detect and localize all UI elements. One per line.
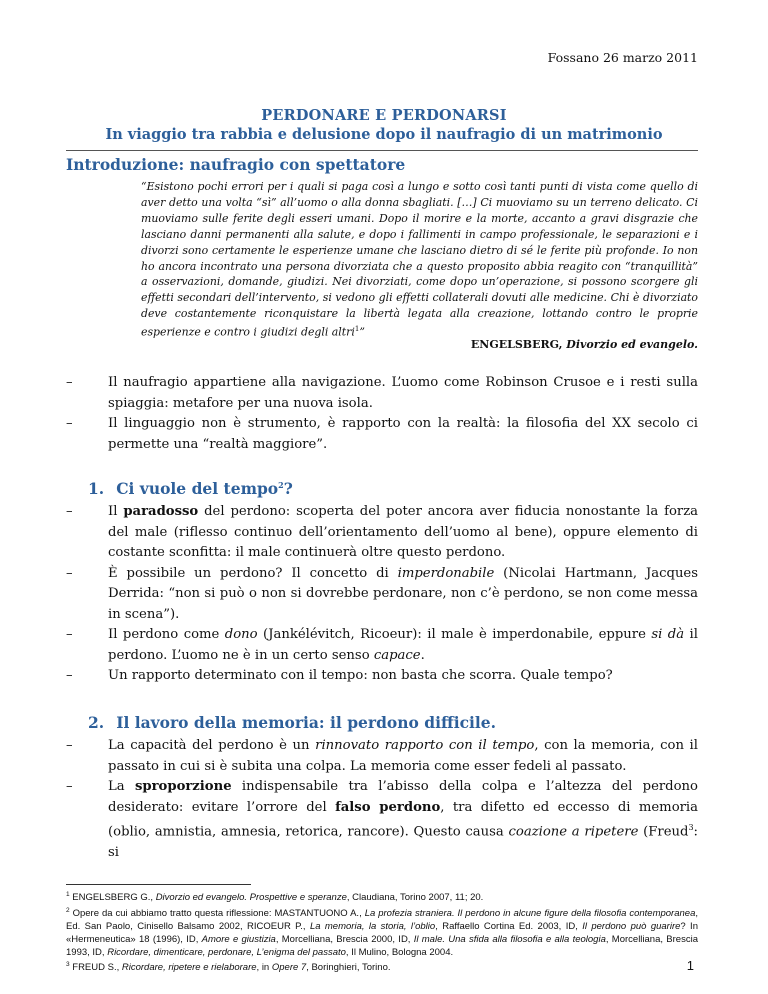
title-divider xyxy=(66,150,698,151)
quote-text: “Esistono pochi errori per i quali si paga così a lungo e sotto così tanti punti di vista come quello di aver detto una volta “sì” all’uomo o alla donna sbagliati. […] Ci muoviamo su un terreno delicato. Ci muoviamo sulle ferite degli esseri umani. Dopo il morire e la morte, accanto a gravi disgrazie che lasciano danni permanenti alla salute, e dopo i fallimenti in campo professionale, le separazioni e i divorzi sono certamente le esperienze umane che lasciano dietro di sé le ferite più profonde. Io non ho ancora incontrato una persona divorziata che a questo proposito abbia reagito con “tranquillità” a osservazioni, domande, giudizi. Nei divorziati, come dopo un’operazione, si possono scorgere gli effetti secondari dell’intervento, si vedono gli effetti collaterali dovuti alle medicine. Chi è divorziato deve costantemente riconquistare la libertà legata alla creazione, lottando contro le proprie esperienze e contro i giudizi degli altri xyxy=(141,180,698,339)
bold-term: sproporzione xyxy=(134,779,232,794)
section-2-bullet-list xyxy=(66,736,698,863)
text-run: : si xyxy=(108,824,698,860)
text-run: , Claudiana, Torino 2007, 11; 20. xyxy=(346,892,484,904)
italic-term: dono xyxy=(224,627,258,642)
footnote-1 xyxy=(66,889,698,905)
section-1-heading xyxy=(88,479,293,498)
bold-term: falso perdono xyxy=(335,799,441,815)
section-1-title: Ci vuole del tempo xyxy=(116,479,279,498)
text-run: , Il Mulino, Bologna 2004. xyxy=(345,946,454,958)
footnote-ref-1: 1 xyxy=(354,325,360,334)
quote-attribution xyxy=(471,338,698,351)
intro-quote xyxy=(141,179,698,341)
footnotes xyxy=(66,889,698,975)
section-2-title: Il lavoro della memoria: il perdono difficile. xyxy=(116,713,497,732)
list-item: – Il linguaggio non è strumento, è rapporto con la realtà: la filosofia del XX secolo ci permette una “realtà maggiore”. xyxy=(66,416,698,452)
footnote-2 xyxy=(66,905,698,959)
italic-term: La memoria, la storia, l’oblio xyxy=(309,920,436,932)
list-item: – La sproporzione indispensabile tra l’abisso della colpa e l’altezza del perdono desiderato: evitare l’orrore del falso perdono, tra difetto ed eccesso di memoria (oblio, amnistia, amnesia, retorica, rancore). Questo causa coazione a ripetere (Freud$^3$: si xyxy=(66,779,699,860)
italic-term: Divorzio ed evangelo. Prospettive e speranze xyxy=(155,892,347,904)
text-run: , Morcelliana, Brescia 2000, ID, xyxy=(275,933,414,945)
list-item-text: Il linguaggio non è strumento, è rapporto con la realtà: la filosofia del XX secolo ci permette una “realtà maggiore”. xyxy=(108,416,698,452)
text-run: . xyxy=(420,647,425,663)
intro-heading: Introduzione: naufragio con spettatore xyxy=(66,155,406,174)
text-run: , Boringhieri, Torino. xyxy=(306,962,391,974)
text-run: La capacità del perdono è un xyxy=(108,738,316,753)
list-item: – Un rapporto determinato con il tempo: non basta che scorra. Quale tempo? xyxy=(66,668,613,683)
text-run: (Freud xyxy=(638,824,689,840)
italic-term: Ricordare, dimenticare, perdonare, L’enigma del passato xyxy=(107,946,346,958)
footnote-number: 3 xyxy=(66,961,70,969)
bold-term: paradosso xyxy=(123,504,199,519)
italic-term: capace xyxy=(373,647,421,663)
document-title: PERDONARE E PERDONARSI xyxy=(261,107,507,124)
section-1-bullet-list xyxy=(66,502,698,687)
text-run: (Jankélévitch, Ricoeur): il male è imperdonabile, eppure xyxy=(257,627,652,642)
section-1-number: 1. xyxy=(88,479,105,498)
text-run: , Raffaello Cortina Ed. 2003, ID, xyxy=(435,920,583,932)
document-date: Fossano 26 marzo 2011 xyxy=(547,50,698,65)
text-run: , con la memoria, con il passato in cui si è subita una colpa. La memoria come esser fedeli al passato. xyxy=(108,738,698,774)
intro-bullet-list xyxy=(66,373,698,455)
list-item: – Il perdono come dono (Jankélévitch, Ricoeur): il male è imperdonabile, eppure si dà il perdono. L’uomo ne è in un certo senso capace. xyxy=(66,627,698,663)
list-item: – Il naufragio appartiene alla navigazione. L’uomo come Robinson Crusoe e i resti sulla spiaggia: metafore per una nuova isola. xyxy=(66,375,698,411)
text-run: , Morcelliana, Brescia 1993, ID, xyxy=(66,933,698,958)
page-number: 1 xyxy=(686,958,694,973)
italic-term: La profezia straniera. Il perdono in alcune figure della filosofia contemporanea xyxy=(364,908,696,920)
italic-term: Il male. Una sfida alla filosofia e alla teologia xyxy=(413,933,606,945)
text-run: Il xyxy=(108,504,124,519)
italic-term: Amore e giustizia xyxy=(201,933,276,945)
italic-term: si dà xyxy=(651,627,685,642)
italic-term: coazione a ripetere xyxy=(508,824,639,840)
text-run: indispensabile tra l’abisso della colpa e l’altezza del perdono desiderato: evitare l’orrore del xyxy=(108,779,698,815)
section-2-number: 2. xyxy=(88,713,105,732)
text-run: (Nicolai Hartmann, Jacques Derrida: “non si può o non si dovrebbe perdonare, non c’è perdono, se non come messa in scena”). xyxy=(108,565,699,622)
text-run: , in xyxy=(256,962,272,974)
text-run: ENGELSBERG G., xyxy=(69,892,156,904)
text-run: ? In «Hermeneutica» 18 (1996), ID, xyxy=(66,920,698,945)
italic-term: imperdonabile xyxy=(397,565,495,581)
section-2-heading xyxy=(88,713,496,732)
footnote-ref-2: 2 xyxy=(278,479,284,490)
attribution-author: ENGELSBERG, xyxy=(470,338,567,351)
text-run: FREUD S., xyxy=(69,962,122,974)
italic-term: Il perdono può guarire xyxy=(582,920,681,932)
text-run: La xyxy=(108,779,135,794)
list-item: – La capacità del perdono è un rinnovato rapporto con il tempo, con la memoria, con il passato in cui si è subita una colpa. La memoria come esser fedeli al passato. xyxy=(66,738,698,774)
italic-term: rinnovato rapporto con il tempo xyxy=(315,738,535,753)
italic-term: Opere 7 xyxy=(271,962,307,974)
document-subtitle: In viaggio tra rabbia e delusione dopo il naufragio di un matrimonio xyxy=(105,126,663,143)
text-run: il perdono. L’uomo ne è in un certo senso xyxy=(108,627,698,663)
text-run: del perdono: scoperta del poter ancora aver fiducia nonostante la forza del male (riflesso continuo dell’orientamento dell’uomo al bene), oppure elemento di costante sconfitta: il male continuerà oltre questo perdono. xyxy=(108,504,699,560)
list-item: – Il paradosso del perdono: scoperta del poter ancora aver fiducia nonostante la forza del male (riflesso continuo dell’orientamento dell’uomo al bene), oppure elemento di costante sconfitta: il male continuerà oltre questo perdono. xyxy=(66,504,699,560)
quote-close: ” xyxy=(359,325,365,339)
text-run: , Ed. San Paolo, Cinisello Balsamo 2002, RICOEUR P., xyxy=(66,908,698,932)
footnote-number: 2 xyxy=(66,906,70,914)
italic-term: Ricordare, ripetere e rielaborare xyxy=(121,962,257,974)
text-run: È possibile un perdono? Il concetto di xyxy=(108,565,398,581)
attribution-work: Divorzio ed evangelo. xyxy=(566,338,698,351)
text-run: Il perdono come xyxy=(108,627,225,642)
footnote-divider xyxy=(66,884,251,885)
footnote-3 xyxy=(66,959,698,975)
text-run: Opere da cui abbiamo tratto questa riflessione: MASTANTUONO A., xyxy=(69,908,365,920)
text-run: Un rapporto determinato con il tempo: non basta che scorra. Quale tempo? xyxy=(108,668,613,683)
text-run: , tra difetto ed eccesso di memoria (oblio, amnistia, amnesia, retorica, rancore). Questo causa xyxy=(108,799,699,840)
section-1-title-end: ? xyxy=(283,479,293,498)
list-item-text: Il naufragio appartiene alla navigazione. L’uomo come Robinson Crusoe e i resti sulla spiaggia: metafore per una nuova isola. xyxy=(108,375,698,411)
list-item: – È possibile un perdono? Il concetto di imperdonabile (Nicolai Hartmann, Jacques Derrida: “non si può o non si dovrebbe perdonare, non c’è perdono, se non come messa in scena”). xyxy=(66,565,699,622)
footnote-number: 1 xyxy=(66,891,70,898)
footnote-ref-3: 3 xyxy=(688,823,694,832)
